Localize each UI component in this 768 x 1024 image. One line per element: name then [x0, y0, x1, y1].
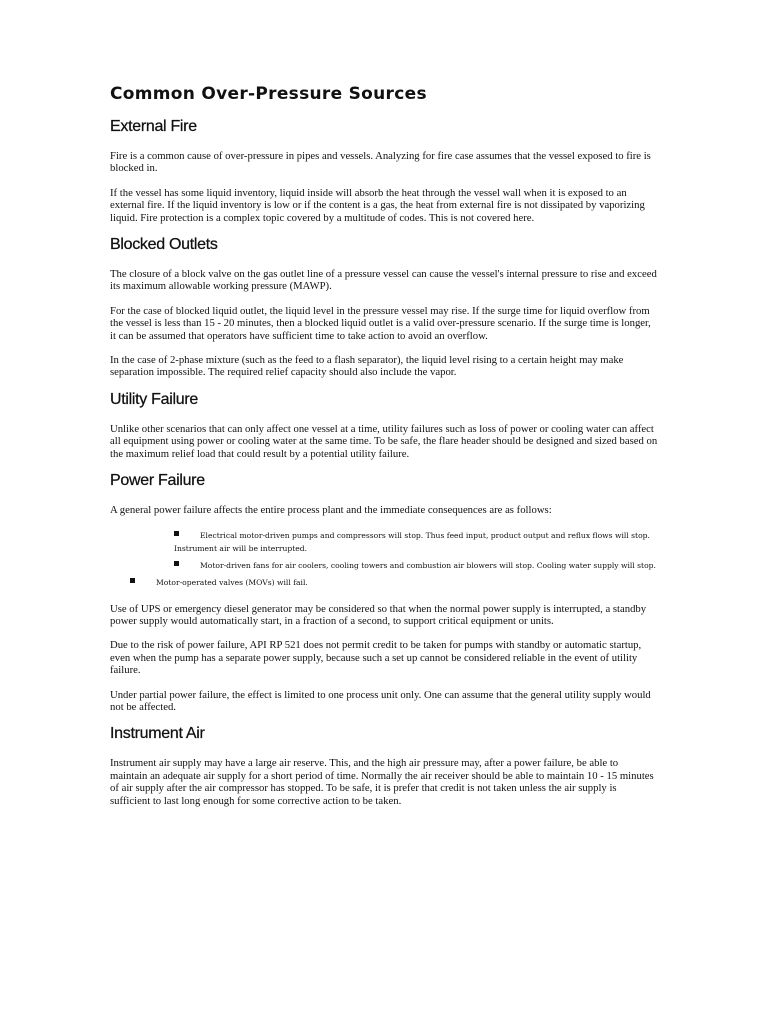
paragraph: For the case of blocked liquid outlet, the liquid level in the pressure vessel may rise. If the surge time for liquid overflow from the vessel is less than 15 - 20 minutes, then a blocked liquid outlet is a valid over-pressure scenario. If the surge time is longer, it can be assumed that operators have sufficient time to take action to avoid an overflow. [110, 304, 651, 342]
paragraph: In the case of 2-phase mixture (such as the feed to a flash separator), the liquid level rising to a certain height may make separation impossible. The required relief capacity should also include the vapor. [110, 354, 624, 379]
section-power-failure [110, 472, 658, 713]
list-item [110, 576, 658, 589]
paragraph: Instrument air supply may have a large air reserve. This, and the high air pressure may, after a power failure, be able to maintain an adequate air supply for a short period of time. Normally the air receiver should be able to maintain 10 - 15 minutes of air supply after the air compressor has stopped. To be safe, it is prefer that credit is not taken unless the air supply is sufficient to last long enough for some corrective action to be taken. [110, 757, 654, 807]
list-item [110, 529, 658, 555]
section-heading: External Fire [110, 118, 197, 135]
paragraph: Fire is a common cause of over-pressure in pipes and vessels. Analyzing for fire case assumes that the vessel exposed to fire is blocked in. [110, 150, 651, 175]
paragraph: Under partial power failure, the effect is limited to one process unit only. One can assume that the general utility supply would not be affected. [110, 688, 651, 713]
list-item [110, 559, 658, 572]
paragraph: The closure of a block valve on the gas outlet line of a pressure vessel can cause the vessel's internal pressure to rise and exceed its maximum allowable working pressure (MAWP). [110, 268, 657, 293]
list-item-text: Motor-driven fans for air coolers, cooling towers and combustion air blowers will stop. Cooling water supply will stop. [200, 560, 656, 570]
document-title: Common Over-Pressure Sources [110, 84, 427, 104]
paragraph: Due to the risk of power failure, API RP 521 does not permit credit to be taken for pumps with standby or automatic startup, even when the pump has a separate power supply, because such a set up cannot be considered reliable in the event of utility failure. [110, 639, 642, 677]
section-utility-failure [110, 391, 658, 460]
list-item-text: Electrical motor-driven pumps and compressors will stop. Thus feed input, product output and reflux flows will stop. Instrument air will be interrupted. [174, 530, 650, 553]
section-external-fire [110, 118, 658, 224]
section-heading: Power Failure [110, 472, 205, 490]
section-heading: Utility Failure [110, 390, 198, 408]
section-heading: Instrument Air [110, 725, 205, 743]
document-body [110, 84, 658, 819]
square-bullet-icon [130, 578, 135, 583]
square-bullet-icon [174, 561, 179, 566]
section-heading: Blocked Outlets [110, 236, 218, 254]
section-instrument-air [110, 725, 658, 807]
paragraph: If the vessel has some liquid inventory, liquid inside will absorb the heat through the vessel wall when it is exposed to an external fire. If the liquid inventory is low or if the content is a gas, the heat from external fire is not dissipated by vaporizing liquid. Fire protection is a complex topic covered by a multitude of codes. This is not covered here. [110, 186, 645, 224]
paragraph: A general power failure affects the entire process plant and the immediate consequences are as follows: [110, 504, 552, 517]
paragraph: Use of UPS or emergency diesel generator may be considered so that when the normal power supply is interrupted, a standby power supply would automatically start, in a fraction of a second, to support critical equipment or units. [110, 602, 647, 627]
section-blocked-outlets [110, 236, 658, 379]
paragraph: Unlike other scenarios that can only affect one vessel at a time, utility failures such as loss of power or cooling water can affect all equipment using power or cooling water at the same time. To be safe, the flare header should be designed and sized based on the maximum relief load that could result by a potential utility failure. [110, 422, 658, 460]
square-bullet-icon [174, 531, 179, 536]
bullet-list [110, 529, 658, 589]
list-item-text: Motor-operated valves (MOVs) will fail. [156, 577, 308, 587]
